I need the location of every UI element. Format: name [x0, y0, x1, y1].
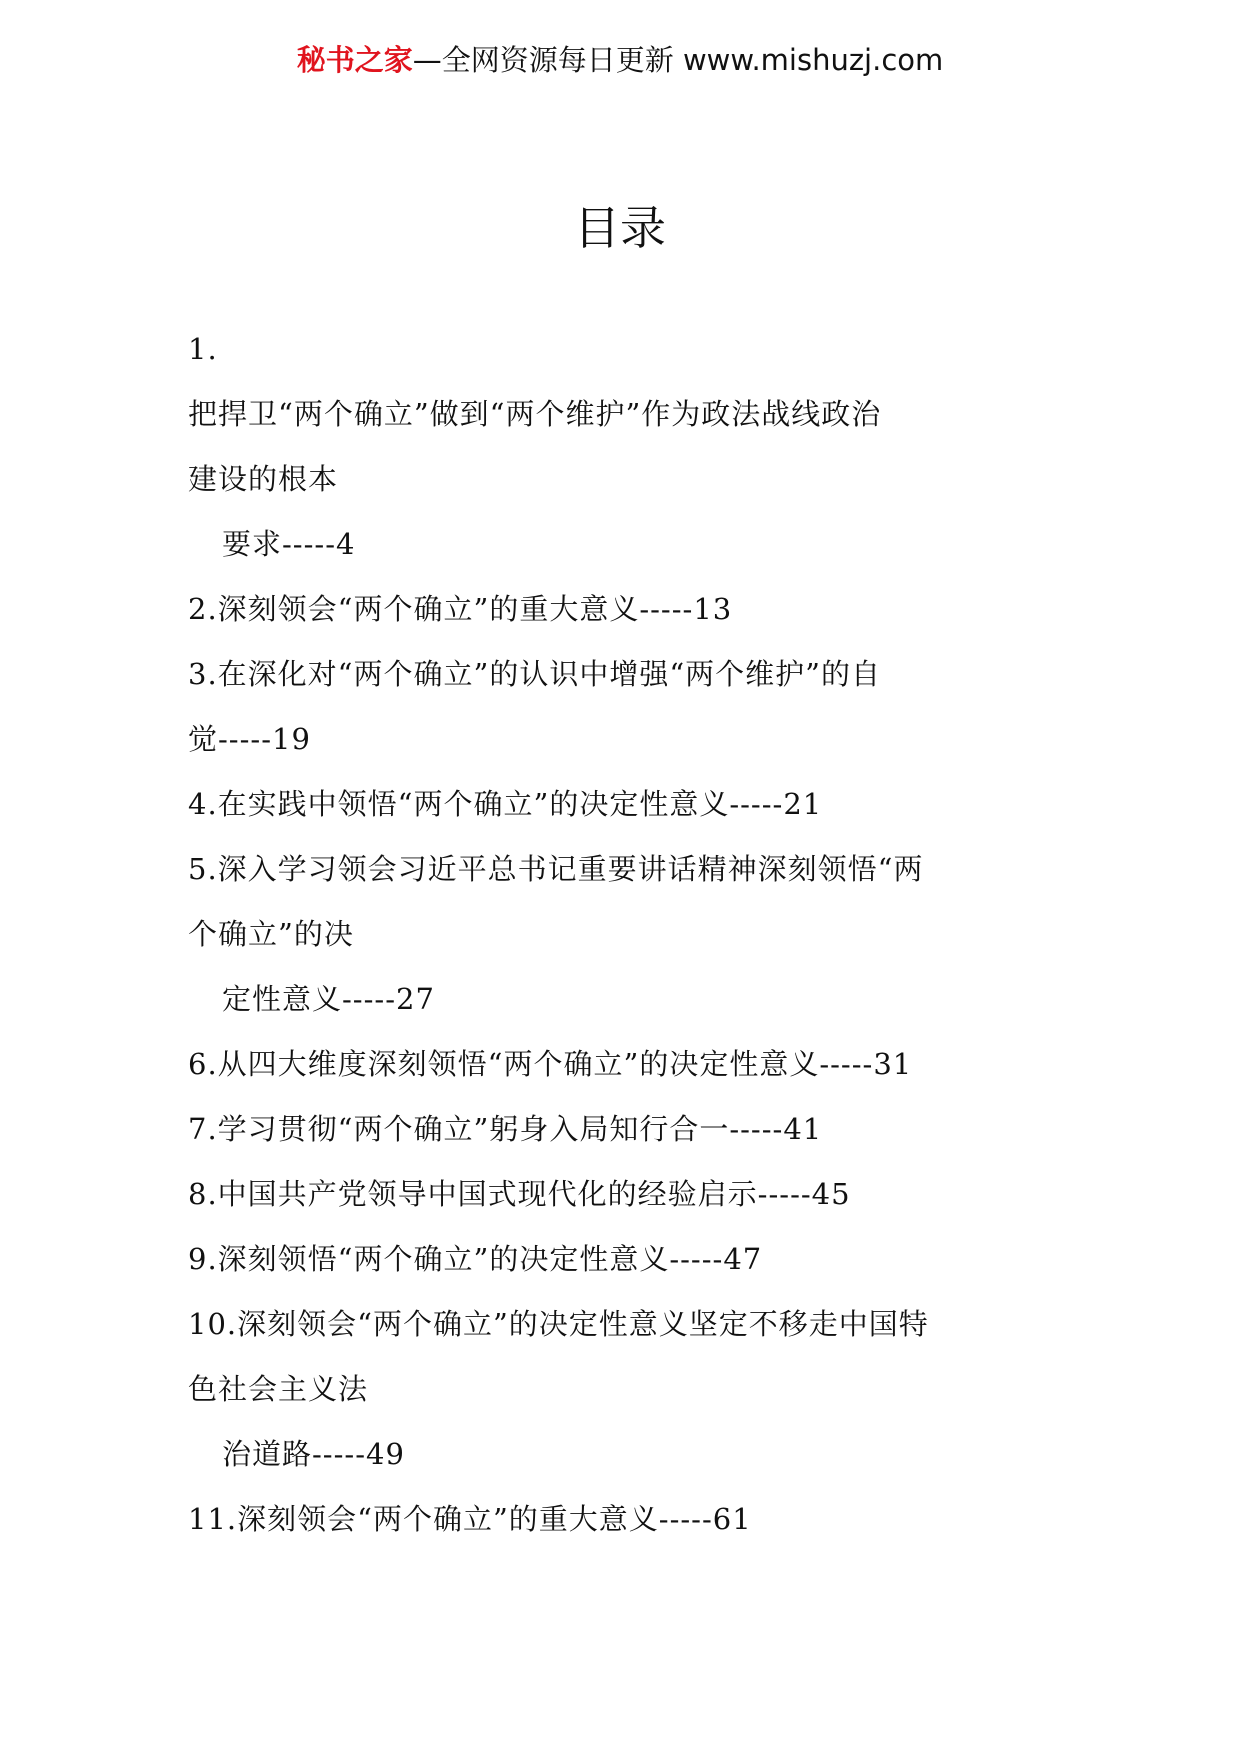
table-of-contents [188, 317, 1068, 1552]
toc-line: 3.在深化对“两个确立”的认识中增强“两个维护”的自 [188, 657, 881, 691]
toc-line: 定性意义-----27 [222, 982, 435, 1016]
toc-line: 要求-----4 [222, 527, 356, 561]
toc-line: 11.深刻领会“两个确立”的重大意义-----61 [188, 1502, 752, 1536]
toc-line: 5.深入学习领会习近平总书记重要讲话精神深刻领悟“两 [188, 852, 924, 886]
toc-line: 7.学习贯彻“两个确立”躬身入局知行合一-----41 [188, 1112, 823, 1146]
toc-line: 个确立”的决 [188, 917, 354, 951]
brand-name: 秘书之家 [296, 43, 413, 77]
toc-line: 4.在实践中领悟“两个确立”的决定性意义-----21 [188, 787, 823, 821]
toc-line: 9.深刻领悟“两个确立”的决定性意义-----47 [188, 1242, 763, 1276]
toc-line: 把捍卫“两个确立”做到“两个维护”作为政法战线政治 [188, 397, 882, 431]
toc-line: 8.中国共产党领导中国式现代化的经验启示-----45 [188, 1177, 851, 1211]
header-tagline: —全网资源每日更新 www.mishuzj.com [412, 43, 944, 77]
page-title: 目录 [574, 201, 666, 255]
toc-line: 色社会主义法 [188, 1372, 369, 1406]
toc-line: 6.从四大维度深刻领悟“两个确立”的决定性意义-----31 [188, 1047, 913, 1081]
toc-line: 治道路-----49 [222, 1437, 405, 1471]
toc-line: 觉-----19 [188, 722, 311, 756]
page-header [0, 40, 1240, 80]
toc-line: 10.深刻领会“两个确立”的决定性意义坚定不移走中国特 [188, 1307, 929, 1341]
toc-line: 建设的根本 [188, 462, 339, 496]
toc-line: 2.深刻领会“两个确立”的重大意义-----13 [188, 592, 733, 626]
toc-line: 1. [188, 332, 218, 366]
